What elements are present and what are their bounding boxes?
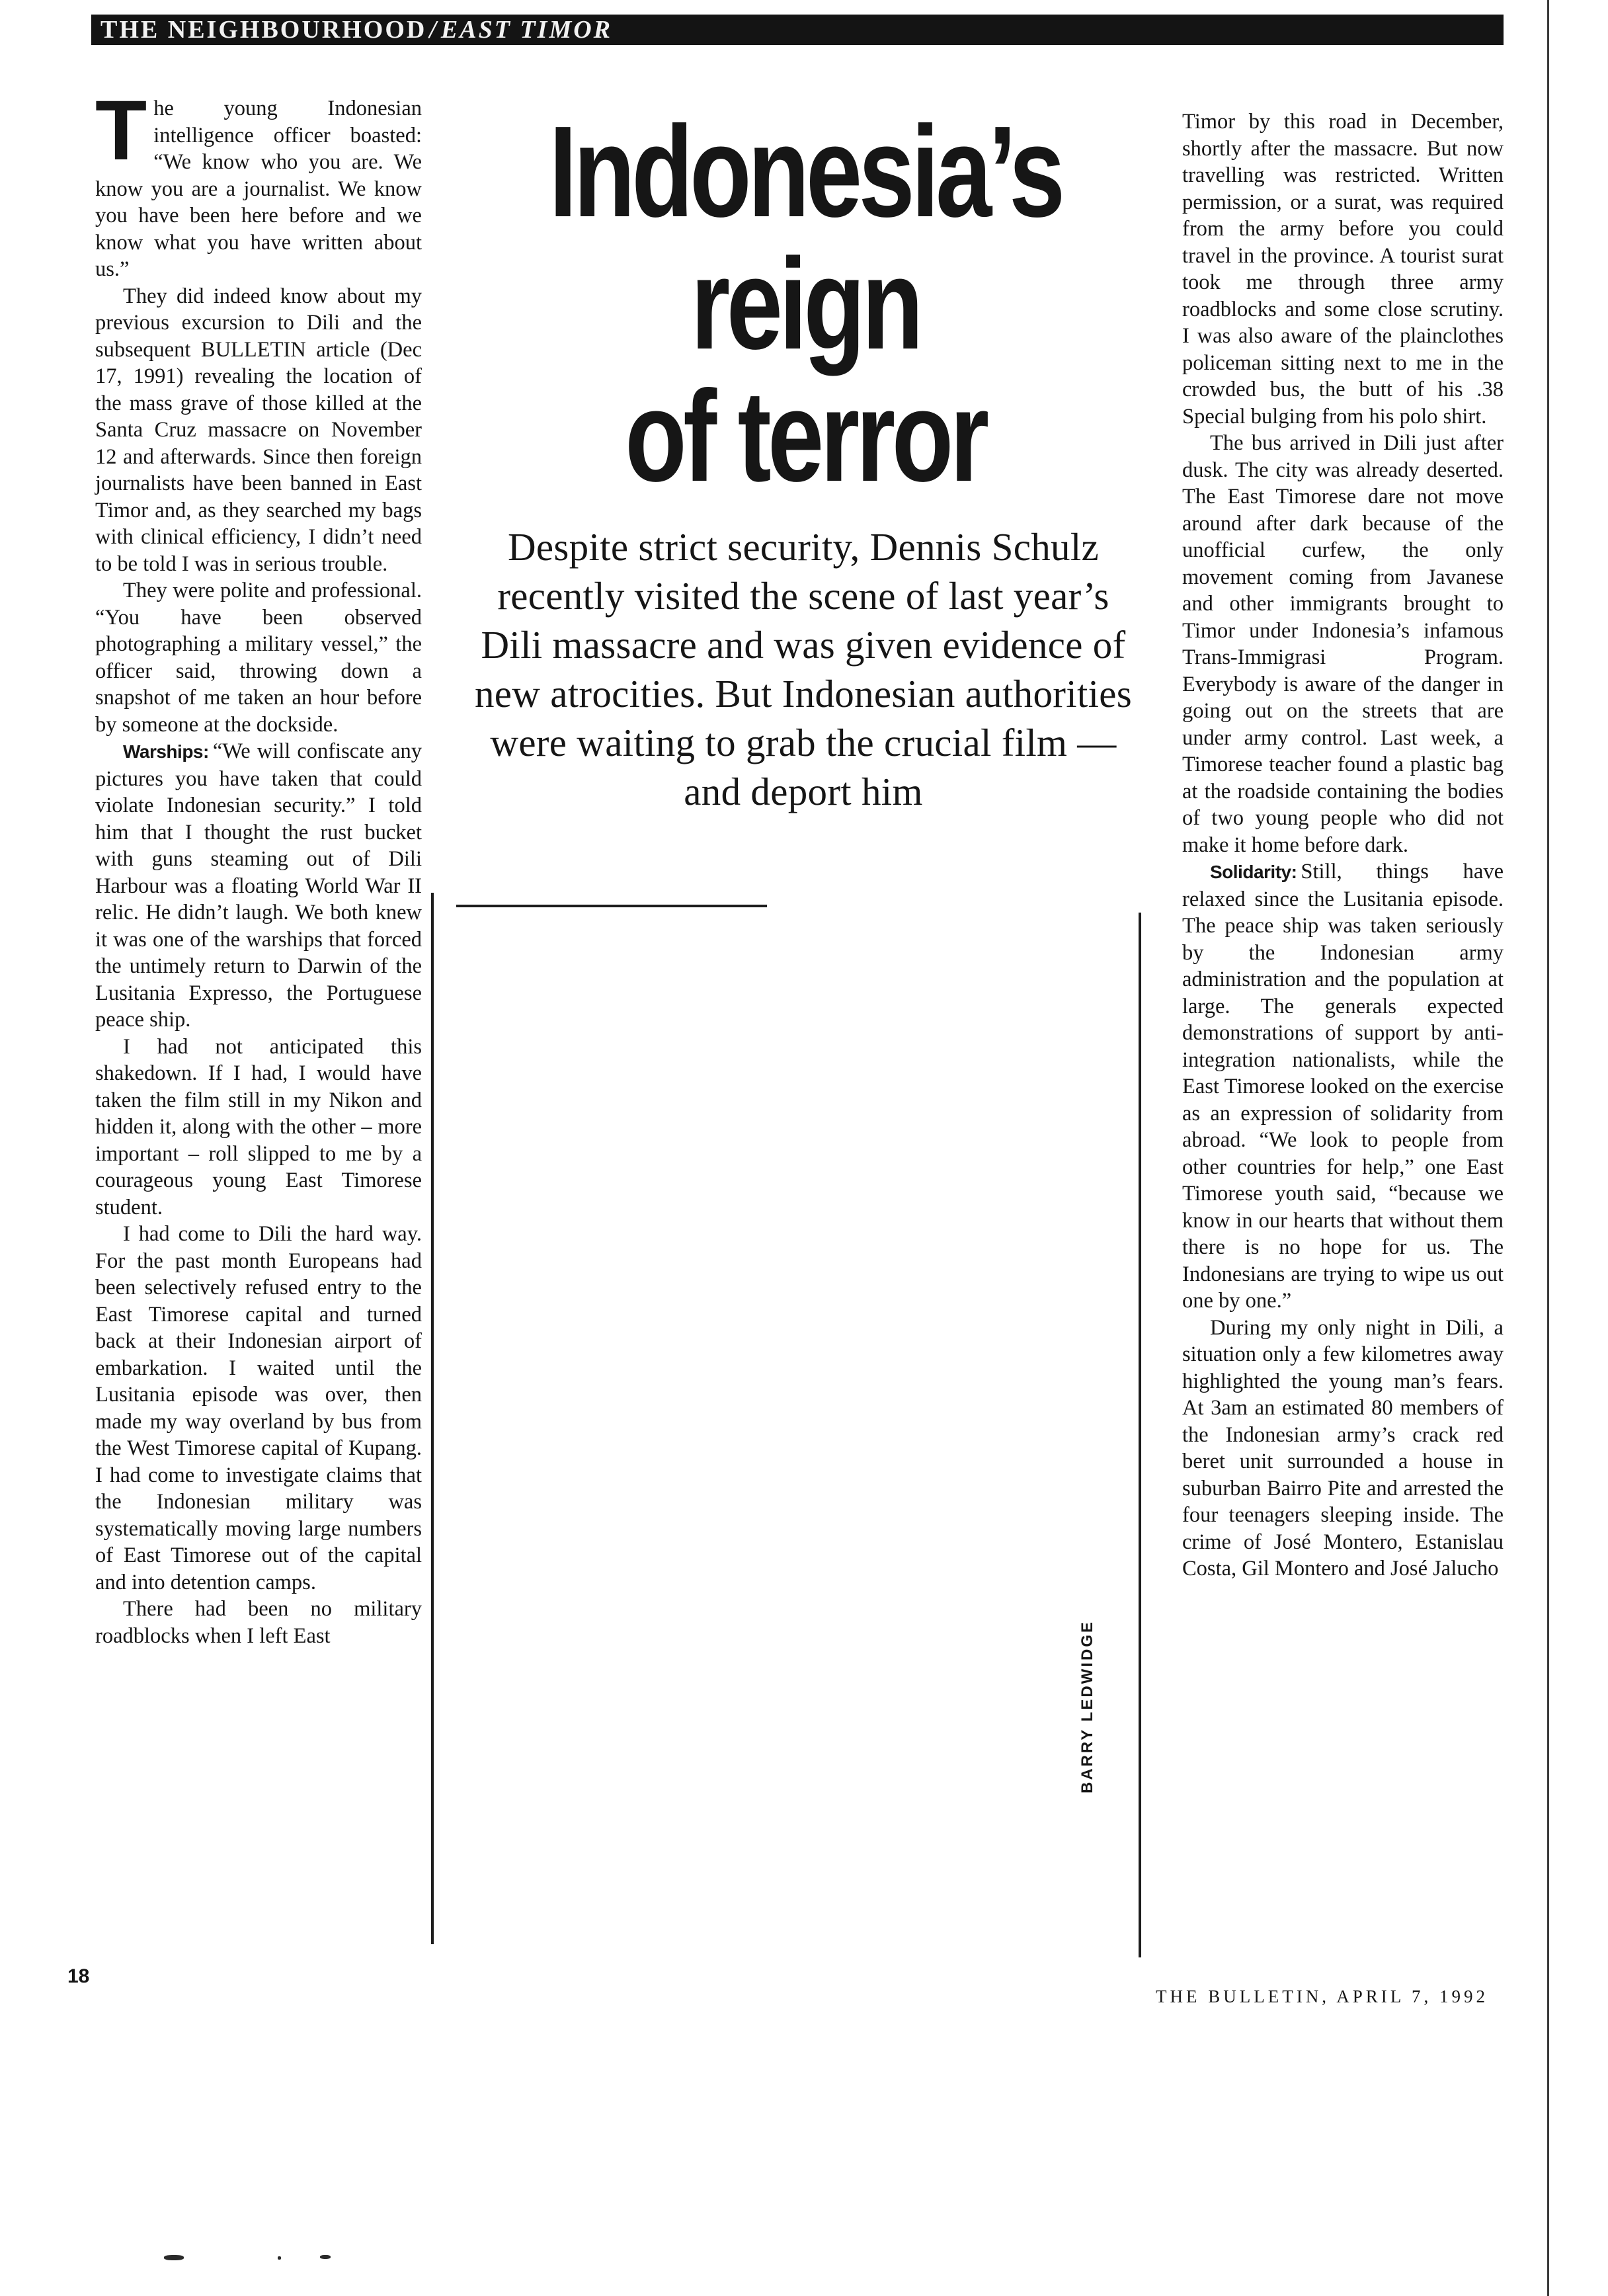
article-column-left (95, 83, 422, 1649)
paragraph: Timor by this road in December, shortly after the massacre. But now travelling was restricted. Written permission, or a surat, was required from the army before you could travel in the province. A tourist surat took me through three army roadblocks and some close scrutiny. I was also aware of the plainclothes policeman sitting next to me in the crowded bus, the butt of his .38 Special bulging from his polo shirt. (1182, 110, 1504, 429)
section-topic: EAST TIMOR (440, 16, 613, 44)
scan-speck (278, 2256, 281, 2260)
footer-credit: THE BULLETIN, APRIL 7, 1992 (1156, 1987, 1488, 2006)
paragraph: They were polite and professional. “You have been observed photographing a military vessel,” the officer said, throwing down a snapshot of me taken an hour before by someone at the dockside. (95, 579, 422, 737)
paragraph: There had been no military roadblocks when I left East (95, 1597, 422, 1648)
paragraph: The bus arrived in Dili just after dusk. The city was already deserted. The East Timorese dare not move around after dark because of the unofficial curfew, the only movement coming from Javanese and other immigrants brought to Timor under Indonesia’s infamous Trans-Immigrasi Program. Everybody is aware of the danger in going out on the streets that are under army control. Last week, a Timorese teacher found a plastic bag at the roadside containing the bodies of two young people who did not make it home before dark. (1182, 431, 1504, 857)
paragraph: Warships: “We will confiscate any pictures you have taken that could violate Indonesian security.” I told him that I thought the rust bucket with guns steaming out of Dili Harbour was a floating World War II relic. He didn’t laugh. We both knew it was one of the warships that forced the untimely return to Darwin of the Lusitania Expresso, the Portuguese peace ship. (95, 739, 422, 1032)
section-name: THE NEIGHBOURHOOD (100, 16, 427, 44)
headline-line: Indonesia’s (549, 99, 1062, 244)
headline-line: reign (690, 231, 920, 376)
scan-speck (320, 2255, 331, 2259)
column-rule-right (1139, 913, 1141, 1957)
paragraph: I had come to Dili the hard way. For the past month Europeans had been selectively refused entry to the East Timorese capital and turned back at their Indonesian airport of embarkation. I waited until the Lusitania episode was over, then made my way overland by bus from the West Timorese capital of Kupang. I had come to investigate claims that the Indonesian military was systematically moving large numbers of East Timorese out of the capital and into detention camps. (95, 1222, 422, 1594)
paragraph: During my only night in Dili, a situation only a few kilometres away highlighted the young man’s fears. At 3am an estimated 80 members of the Indonesian army’s crack red beret unit surrounded a house in suburban Bairro Pite and arrested the four teenagers sleeping inside. The crime of José Montero, Estanislau Costa, Gil Montero and José Jalucho (1182, 1315, 1504, 1580)
paragraph: The young Indonesian intelligence officer boasted: “We know who you are. We know you are a journalist. We know you have been here before and we know what you have written about us.” (95, 83, 422, 281)
section-separator: / (429, 16, 438, 44)
deck-rule (456, 905, 767, 907)
subhead-kicker: Warships: (123, 741, 209, 762)
section-banner (91, 15, 1504, 45)
deck-standfirst: Despite strict security, Dennis Schulz recently visited the scene of last year’s Dili massacre and was given evidence of new atrocities. But Indonesian authorities were waiting to grab the crucial film — and deport him (474, 525, 1133, 813)
article-column-right (1182, 108, 1504, 1582)
page-number: 18 (67, 1965, 90, 1987)
photo-credit: BARRY LEDWIDGE (1078, 1620, 1096, 1793)
page-edge-rule (1547, 0, 1549, 2296)
drop-cap: T (95, 83, 147, 178)
paragraph: I had not anticipated this shakedown. If I had, I would have taken the film still in my Nikon and hidden it, along with the other – more important – roll slipped to me by a courageous young East Timorese student. (95, 1034, 422, 1219)
subhead-kicker: Solidarity: (1210, 862, 1297, 882)
paragraph: They did indeed know about my previous excursion to Dili and the subsequent BULLETIN article (Dec 17, 1991) revealing the location of the mass grave of those killed at the Santa Cruz massacre on November 12 and afterwards. Since then foreign journalists have been banned in East Timor and, as they searched my bags with clinical efficiency, I didn’t need to be told I was in serious trouble. (95, 284, 422, 576)
scan-speck (164, 2255, 184, 2260)
column-rule-left (431, 893, 434, 1944)
headline-line: of terror (625, 364, 986, 509)
headline (547, 99, 1063, 509)
paragraph: Solidarity: Still, things have relaxed since the Lusitania episode. The peace ship was taken seriously by the Indonesian army administration and the population at large. The generals expected demonstrations of support by anti-integration nationalists, while the East Timorese looked on the exercise as an expression of solidarity from abroad. “We look to people from other countries for help,” one East Timorese youth said, “because we know in our hearts that without them there is no hope for us. The Indonesians are trying to wipe us out one by one.” (1182, 860, 1504, 1313)
